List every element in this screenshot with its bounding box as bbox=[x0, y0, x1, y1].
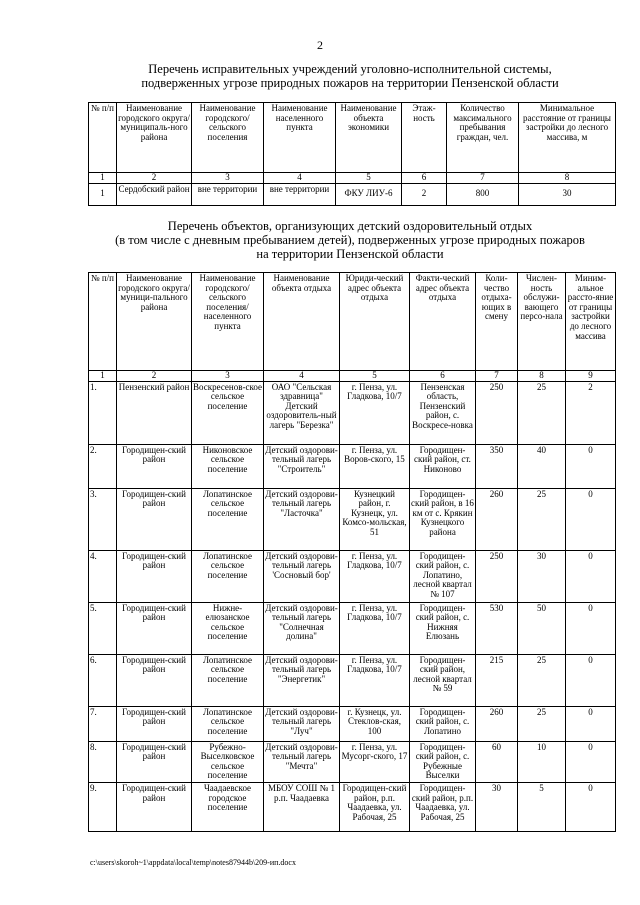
camp-name-cell: ОАО "Сельская здравница" Детский оздоровитель-ный лагерь "Березка" bbox=[264, 381, 340, 444]
table1-header: Наименование городского/ сельского поселения bbox=[192, 103, 264, 173]
column-number: 2 bbox=[117, 371, 192, 382]
actual-address-cell: Городищен-ский район, с. Рубежные Выселки bbox=[410, 741, 476, 782]
column-number: 8 bbox=[518, 371, 566, 382]
distance-cell: 0 bbox=[566, 782, 616, 831]
table-row bbox=[89, 381, 616, 444]
table1-header: № п/п bbox=[89, 103, 117, 173]
camp-name-cell: Детский оздорови-тельный лагерь 'Сосновый бор' bbox=[264, 550, 340, 602]
table1-header: Минимальное расстояние от границы застройки до лесного массива, м bbox=[519, 103, 616, 173]
actual-address-cell: Городищен-ский район, в 16 км от с. Крякин Кузнецкого района bbox=[410, 488, 476, 550]
row-number: 1 bbox=[89, 183, 117, 205]
settlement-cell: Воскресенов-ское сельское поселение bbox=[192, 381, 264, 444]
legal-address-cell: Городищен-ский район, р.п. Чаадаевка, ул. Рабочая, 25 bbox=[340, 782, 410, 831]
section1-title-line1: Перечень исправительных учреждений уголовно-исполнительной системы, bbox=[148, 62, 552, 76]
visitors-cell: 60 bbox=[476, 741, 518, 782]
visitors-cell: 530 bbox=[476, 602, 518, 654]
settlement-cell: Рубежно-Выселковское сельское поселение bbox=[192, 741, 264, 782]
table1-header: Наименование объекта экономики bbox=[336, 103, 402, 173]
table2-header: Наименование объекта отдыха bbox=[264, 273, 340, 371]
column-number: 6 bbox=[402, 173, 447, 184]
actual-address-cell: Городищен-ский район, с. Нижняя Елюзань bbox=[410, 602, 476, 654]
camp-name-cell: Детский оздорови-тельный лагерь "Ласточка" bbox=[264, 488, 340, 550]
distance-cell: 0 bbox=[566, 706, 616, 741]
table2-number-row bbox=[89, 371, 616, 382]
row-number: 9. bbox=[89, 782, 117, 831]
column-number: 6 bbox=[410, 371, 476, 382]
column-number: 8 bbox=[519, 173, 616, 184]
legal-address-cell: г. Пенза, ул. Воров-ского, 15 bbox=[340, 444, 410, 488]
settlement-cell: Лопатинское сельское поселение bbox=[192, 488, 264, 550]
district-cell: Городищен-ский район bbox=[117, 741, 192, 782]
settlement-cell: Лопатинское сельское поселение bbox=[192, 654, 264, 706]
legal-address-cell: г. Пенза, ул. Гладкова, 10/7 bbox=[340, 654, 410, 706]
distance-cell: 2 bbox=[566, 381, 616, 444]
district-cell: Городищен-ский район bbox=[117, 444, 192, 488]
row-number: 3. bbox=[89, 488, 117, 550]
table2-header: № п/п bbox=[89, 273, 117, 371]
column-number: 4 bbox=[264, 371, 340, 382]
actual-address-cell: Городищен-ский район, ст. Никоново bbox=[410, 444, 476, 488]
actual-address-cell: Городищен-ский район, лесной квартал № 59 bbox=[410, 654, 476, 706]
settlement-cell: Лопатинское сельское поселение bbox=[192, 706, 264, 741]
staff-cell: 25 bbox=[518, 488, 566, 550]
legal-address-cell: г. Пенза, ул. Гладкова, 10/7 bbox=[340, 381, 410, 444]
staff-cell: 5 bbox=[518, 782, 566, 831]
table2-header: Коли-чество отдыха-ющих в смену bbox=[476, 273, 518, 371]
table-row bbox=[89, 183, 616, 205]
visitors-cell: 350 bbox=[476, 444, 518, 488]
visitors-cell: 30 bbox=[476, 782, 518, 831]
table2-header: Наименование городского/ сельского поселения/ населенного пункта bbox=[192, 273, 264, 371]
table2-header: Числен-ность обслужи-вающего персо-нала bbox=[518, 273, 566, 371]
column-number: 3 bbox=[192, 371, 264, 382]
table2-header: Факти-ческий адрес объекта отдыха bbox=[410, 273, 476, 371]
table1-number-row bbox=[89, 173, 616, 184]
staff-cell: 25 bbox=[518, 381, 566, 444]
column-number: 2 bbox=[117, 173, 192, 184]
distance-cell: 0 bbox=[566, 550, 616, 602]
table2-header: Юриди-ческий адрес объекта отдыха bbox=[340, 273, 410, 371]
table-row bbox=[89, 602, 616, 654]
floors-cell: 2 bbox=[402, 183, 447, 205]
row-number: 6. bbox=[89, 654, 117, 706]
camp-name-cell: Детский оздорови-тельный лагерь "Энергетик" bbox=[264, 654, 340, 706]
actual-address-cell: Городищен-ский район, с. Лопатино, лесной квартал № 107 bbox=[410, 550, 476, 602]
actual-address-cell: Городищен-ский район, р.п. Чаадаевка, ул. Рабочая, 25 bbox=[410, 782, 476, 831]
settlement-cell: вне территории bbox=[192, 183, 264, 205]
district-cell: Городищен-ский район bbox=[117, 654, 192, 706]
section2-title-line2: (в том числе с дневным пребыванием детей), подверженных угрозе природных пожаров bbox=[115, 233, 585, 247]
visitors-cell: 215 bbox=[476, 654, 518, 706]
column-number: 3 bbox=[192, 173, 264, 184]
district-cell: Городищен-ский район bbox=[117, 782, 192, 831]
camp-name-cell: Детский оздорови-тельный лагерь "Мечта" bbox=[264, 741, 340, 782]
section2-title bbox=[60, 219, 640, 261]
staff-cell: 25 bbox=[518, 654, 566, 706]
table-row bbox=[89, 488, 616, 550]
table2-header-row bbox=[89, 273, 616, 371]
row-number: 4. bbox=[89, 550, 117, 602]
table-row bbox=[89, 741, 616, 782]
legal-address-cell: г. Пенза, ул. Гладкова, 10/7 bbox=[340, 602, 410, 654]
settlement-cell: Чаадаевское городское поселение bbox=[192, 782, 264, 831]
column-number: 9 bbox=[566, 371, 616, 382]
children-camps-table bbox=[88, 272, 616, 832]
legal-address-cell: г. Пенза, ул. Гладкова, 10/7 bbox=[340, 550, 410, 602]
settlement-cell: Никоновское сельское поселение bbox=[192, 444, 264, 488]
row-number: 8. bbox=[89, 741, 117, 782]
distance-cell: 0 bbox=[566, 488, 616, 550]
settlement-cell: Нижне-елюзанское сельское поселение bbox=[192, 602, 264, 654]
column-number: 7 bbox=[476, 371, 518, 382]
row-number: 7. bbox=[89, 706, 117, 741]
table-row bbox=[89, 706, 616, 741]
table-row bbox=[89, 654, 616, 706]
table2-header: Наименование городского округа/ муници-пального района bbox=[117, 273, 192, 371]
table-row bbox=[89, 550, 616, 602]
column-number: 7 bbox=[447, 173, 519, 184]
visitors-cell: 250 bbox=[476, 550, 518, 602]
staff-cell: 30 bbox=[518, 550, 566, 602]
object-cell: ФКУ ЛИУ-6 bbox=[336, 183, 402, 205]
column-number: 5 bbox=[340, 371, 410, 382]
table1-header: Наименование городского округа/ муниципаль-ного района bbox=[117, 103, 192, 173]
distance-cell: 0 bbox=[566, 654, 616, 706]
table-row bbox=[89, 444, 616, 488]
staff-cell: 40 bbox=[518, 444, 566, 488]
capacity-cell: 800 bbox=[447, 183, 519, 205]
row-number: 1. bbox=[89, 381, 117, 444]
visitors-cell: 260 bbox=[476, 706, 518, 741]
legal-address-cell: г. Пенза, ул. Мусорг-ского, 17 bbox=[340, 741, 410, 782]
staff-cell: 50 bbox=[518, 602, 566, 654]
district-cell: Пензенский район bbox=[117, 381, 192, 444]
visitors-cell: 250 bbox=[476, 381, 518, 444]
row-number: 2. bbox=[89, 444, 117, 488]
column-number: 1 bbox=[89, 173, 117, 184]
section2-title-line3: на территории Пензенской области bbox=[256, 247, 444, 261]
distance-cell: 30 bbox=[519, 183, 616, 205]
table1-header: Этаж-ность bbox=[402, 103, 447, 173]
settlement-cell: Лопатинское сельское поселение bbox=[192, 550, 264, 602]
district-cell: Городищен-ский район bbox=[117, 706, 192, 741]
column-number: 4 bbox=[264, 173, 336, 184]
table1-header: Наименование населенного пункта bbox=[264, 103, 336, 173]
section1-title bbox=[60, 62, 640, 90]
visitors-cell: 260 bbox=[476, 488, 518, 550]
correctional-institutions-table bbox=[88, 102, 616, 206]
distance-cell: 0 bbox=[566, 602, 616, 654]
staff-cell: 10 bbox=[518, 741, 566, 782]
legal-address-cell: Кузнецкий район, г. Кузнецк, ул. Комсо-мольская, 51 bbox=[340, 488, 410, 550]
column-number: 1 bbox=[89, 371, 117, 382]
camp-name-cell: Детский оздорови-тельный лагерь "Солнечная долина" bbox=[264, 602, 340, 654]
row-number: 5. bbox=[89, 602, 117, 654]
camps-table-body bbox=[89, 381, 616, 831]
section2-title-line1: Перечень объектов, организующих детский оздоровительный отдых bbox=[167, 219, 533, 233]
camp-name-cell: Детский оздорови-тельный лагерь "Строитель" bbox=[264, 444, 340, 488]
column-number: 5 bbox=[336, 173, 402, 184]
district-cell: Городищен-ский район bbox=[117, 550, 192, 602]
camp-name-cell: Детский оздорови-тельный лагерь "Луч" bbox=[264, 706, 340, 741]
actual-address-cell: Городищен-ский район, с. Лопатино bbox=[410, 706, 476, 741]
actual-address-cell: Пензенская область, Пензенский район, с. Воскресе-новка bbox=[410, 381, 476, 444]
staff-cell: 25 bbox=[518, 706, 566, 741]
table1-header-row bbox=[89, 103, 616, 173]
camp-name-cell: МБОУ СОШ № 1 р.п. Чаадаевка bbox=[264, 782, 340, 831]
distance-cell: 0 bbox=[566, 444, 616, 488]
legal-address-cell: г. Кузнецк, ул. Стеклов-ская, 100 bbox=[340, 706, 410, 741]
table2-header: Миним-альное рассто-яние от границы застройки до лесного массива bbox=[566, 273, 616, 371]
district-cell: Сердобский район bbox=[117, 183, 192, 205]
page-number: 2 bbox=[317, 38, 323, 52]
district-cell: Городищен-ский район bbox=[117, 602, 192, 654]
table-row bbox=[89, 782, 616, 831]
distance-cell: 0 bbox=[566, 741, 616, 782]
file-path-footer: c:\users\skoroh~1\appdata\local\temp\notes87944b\209-ип.docx bbox=[90, 858, 296, 867]
locality-cell: вне территории bbox=[264, 183, 336, 205]
table1-header: Количество максимального пребывания граждан, чел. bbox=[447, 103, 519, 173]
district-cell: Городищен-ский район bbox=[117, 488, 192, 550]
section1-title-line2: подверженных угрозе природных пожаров на территории Пензенской области bbox=[141, 76, 559, 90]
